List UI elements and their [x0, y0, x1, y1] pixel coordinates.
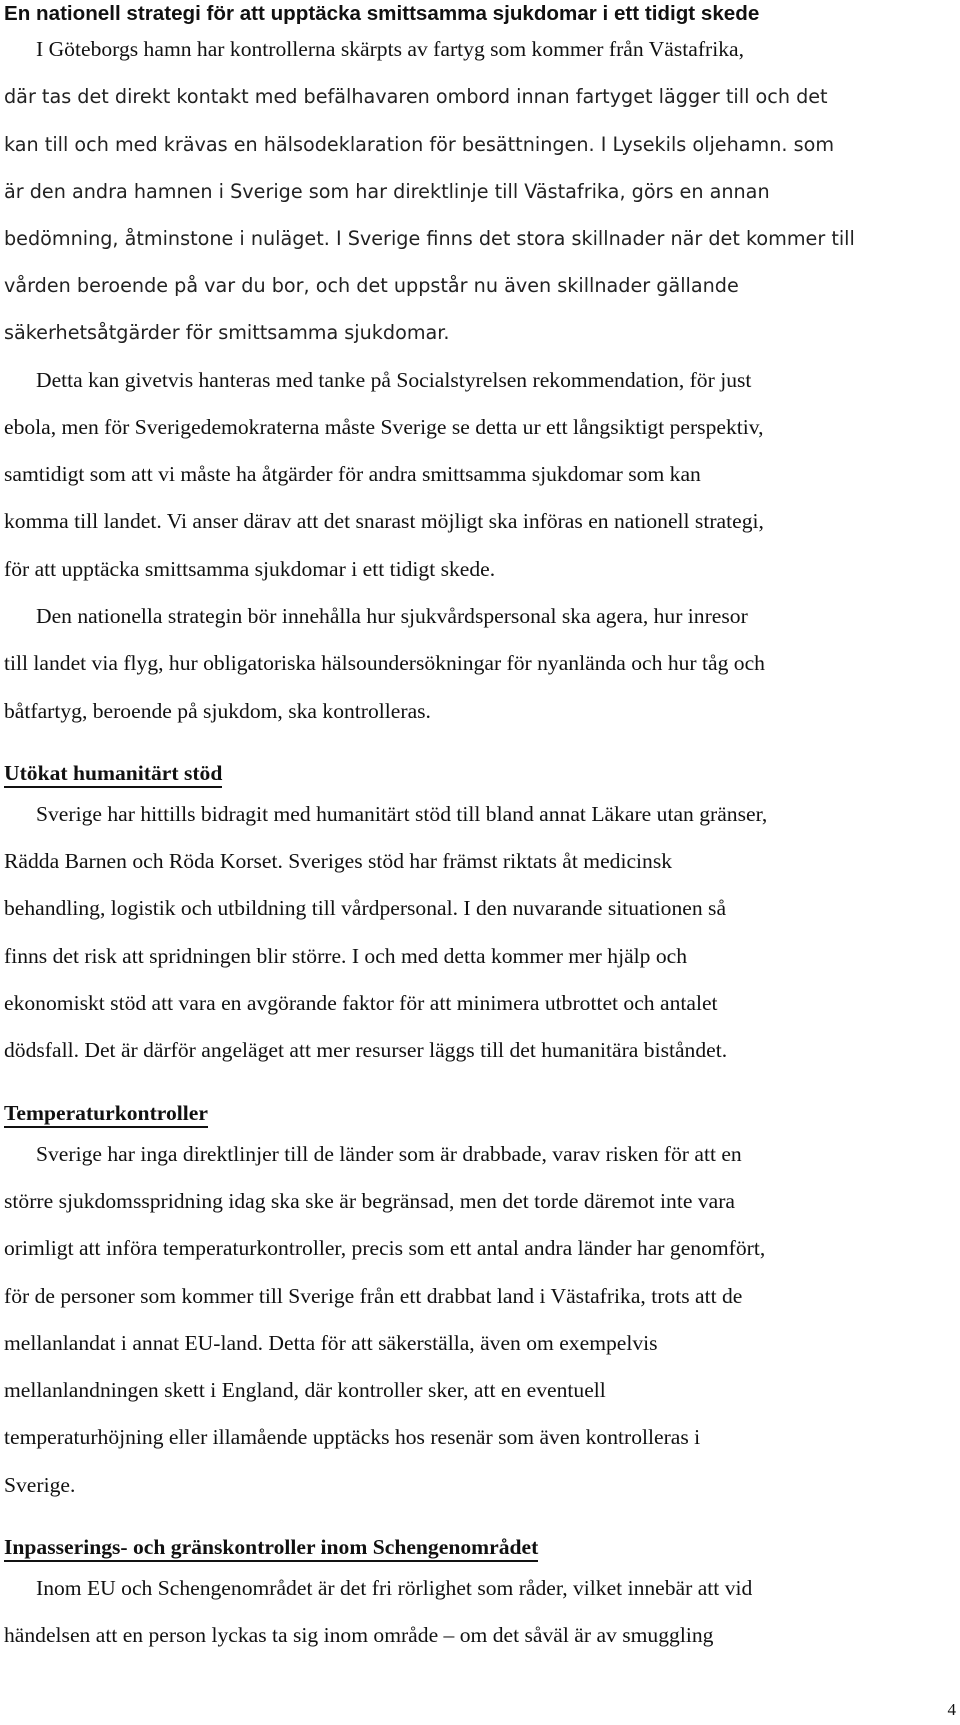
- intro-line: kan till och med krävas en hälsodeklaration för besättningen. I Lysekils oljehamn. som: [4, 132, 835, 156]
- intro-line: säkerhetsåtgärder för smittsamma sjukdomar.: [4, 321, 450, 345]
- section-line: orimligt att införa temperaturkontroller, precis som ett antal andra länder har genomfört,: [4, 1236, 766, 1261]
- intro-paragraph: [4, 26, 960, 357]
- section-humanitarian: [4, 761, 960, 1075]
- paragraph-line: samtidigt som att vi måste ha åtgärder för andra smittsamma sjukdomar som kan: [4, 462, 701, 487]
- paragraph-strategy: [4, 357, 960, 593]
- section-temperature: [4, 1101, 960, 1509]
- section-line: Sverige har inga direktlinjer till de länder som är drabbade, varav risken för att en: [36, 1141, 742, 1166]
- heading-underline: [4, 1126, 208, 1128]
- section-line: större sjukdomsspridning idag ska ske är begränsad, men det torde däremot inte vara: [4, 1188, 735, 1213]
- page-number: 4: [947, 1700, 956, 1719]
- section-heading: Temperaturkontroller: [4, 1100, 208, 1125]
- section-line: behandling, logistik och utbildning till vårdpersonal. I den nuvarande situationen så: [4, 896, 727, 921]
- section-line: Sverige har hittills bidragit med humanitärt stöd till bland annat Läkare utan gränser,: [36, 801, 768, 826]
- top-heading: En nationell strategi för att upptäcka smittsamma sjukdomar i ett tidigt skede: [4, 2, 760, 25]
- section-line: mellanlandningen skett i England, där kontroller sker, att en eventuell: [4, 1378, 606, 1403]
- paragraph-content: [4, 593, 960, 735]
- section-heading: Utökat humanitärt stöd: [4, 760, 223, 785]
- paragraph-line: till landet via flyg, hur obligatoriska hälsoundersökningar för nyanlända och hur tåg och: [4, 651, 765, 676]
- section-schengen: [4, 1535, 960, 1660]
- heading-underline: [4, 786, 222, 788]
- section-line: för de personer som kommer till Sverige från ett drabbat land i Västafrika, trots att de: [4, 1283, 743, 1308]
- section-line: Inom EU och Schengenområdet är det fri rörlighet som råder, vilket innebär att vid: [36, 1576, 753, 1601]
- intro-line: vården beroende på var du bor, och det uppstår nu även skillnader gällande: [4, 274, 739, 298]
- section-line: mellanlandat i annat EU-land. Detta för att säkerställa, även om exempelvis: [4, 1330, 658, 1355]
- section-line: ekonomiskt stöd att vara en avgörande faktor för att minimera utbrottet och antalet: [4, 991, 718, 1016]
- intro-line: där tas det direkt kontakt med befälhavaren ombord innan fartyget lägger till och det: [4, 85, 828, 109]
- intro-line: bedömning, åtminstone i nuläget. I Sverige finns det stora skillnader när det kommer till: [4, 226, 855, 250]
- paragraph-line: Detta kan givetvis hanteras med tanke på Socialstyrelsen rekommendation, för just: [36, 367, 752, 392]
- intro-line: I Göteborgs hamn har kontrollerna skärpts av fartyg som kommer från Västafrika,: [36, 37, 744, 61]
- paragraph-line: komma till landet. Vi anser därav att det snarast möjligt ska införas en nationell strategi,: [4, 509, 764, 534]
- section-heading-wrap: [4, 761, 222, 785]
- paragraph-line: båtfartyg, beroende på sjukdom, ska kontrolleras.: [4, 698, 431, 723]
- section-line: Rädda Barnen och Röda Korset. Sveriges stöd har främst riktats åt medicinsk: [4, 849, 673, 874]
- section-heading: Inpasserings- och gränskontroller inom Schengenområdet: [4, 1535, 539, 1560]
- intro-line: är den andra hamnen i Sverige som har direktlinje till Västafrika, görs en annan: [4, 179, 770, 203]
- paragraph-line: för att upptäcka smittsamma sjukdomar i ett tidigt skede.: [4, 556, 496, 581]
- paragraph-line: ebola, men för Sverigedemokraterna måste Sverige se detta ur ett långsiktigt perspektiv,: [4, 414, 764, 439]
- section-line: Sverige.: [4, 1472, 76, 1497]
- section-line: finns det risk att spridningen blir större. I och med detta kommer mer hjälp och: [4, 943, 688, 968]
- section-line: temperaturhöjning eller illamående upptäcks hos resenär som även kontrolleras i: [4, 1425, 701, 1450]
- paragraph-line: Den nationella strategin bör innehålla hur sjukvårdspersonal ska agera, hur inresor: [36, 604, 748, 628]
- heading-underline: [4, 1560, 538, 1562]
- section-heading-wrap: [4, 1535, 538, 1559]
- section-line: dödsfall. Det är därför angeläget att mer resurser läggs till det humanitära biståndet.: [4, 1038, 728, 1063]
- section-line: händelsen att en person lyckas ta sig inom område – om det såväl är av smuggling: [4, 1623, 714, 1648]
- section-heading-wrap: [4, 1101, 208, 1125]
